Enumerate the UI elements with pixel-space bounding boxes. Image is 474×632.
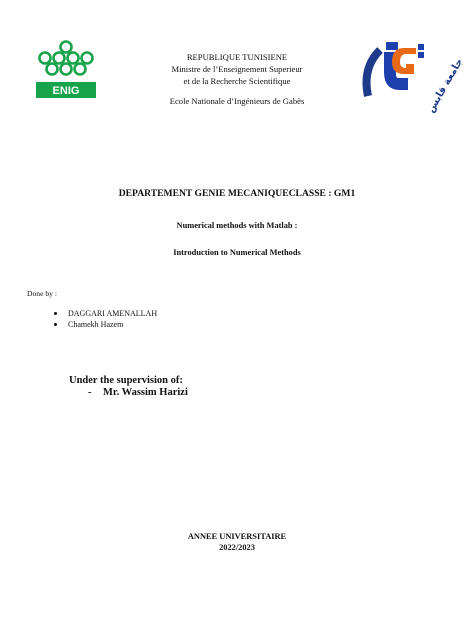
topic-text: Introduction to Numerical Methods <box>173 248 301 257</box>
student-item <box>52 319 157 330</box>
academic-year-block <box>0 531 474 553</box>
header-ministry-line1: Ministre de l’Enseignement Superieur <box>171 64 303 74</box>
topic-line <box>0 242 474 260</box>
academic-year-label: ANNEE UNIVERSITAIRE <box>187 532 287 541</box>
header-ministry-line2: et de la Recherche Scientifique <box>183 76 291 86</box>
course-line <box>0 215 474 233</box>
university-arabic-text: جامعة قابس <box>425 56 466 115</box>
enig-logo-text: ENIG <box>52 85 80 97</box>
supervision-dash: - <box>88 387 92 398</box>
department-line <box>0 183 474 201</box>
supervisor-name: Mr. Wassim Harizi <box>103 387 188 398</box>
student-item <box>52 308 157 319</box>
bullet-icon <box>54 323 57 326</box>
done-by-label: Done by : <box>27 289 57 298</box>
bullet-icon <box>54 312 57 315</box>
student-name: DAGGARI AMENALLAH <box>68 309 158 318</box>
course-text: Numerical methods with Matlab : <box>176 221 298 230</box>
supervision-title: Under the supervision of: <box>69 375 183 386</box>
header-country: REPUBLIQUE TUNISIENE <box>186 52 288 62</box>
header-school: Ecole Nationale d’Ingénieurs de Gabès <box>169 96 305 106</box>
student-name: Chamekh Hazem <box>68 320 124 329</box>
department-text: DEPARTEMENT GENIE MECANIQUECLASSE : GM1 <box>118 188 356 199</box>
academic-year-value: 2022/2023 <box>219 543 255 552</box>
students-list <box>52 308 157 330</box>
header-block <box>0 51 474 107</box>
